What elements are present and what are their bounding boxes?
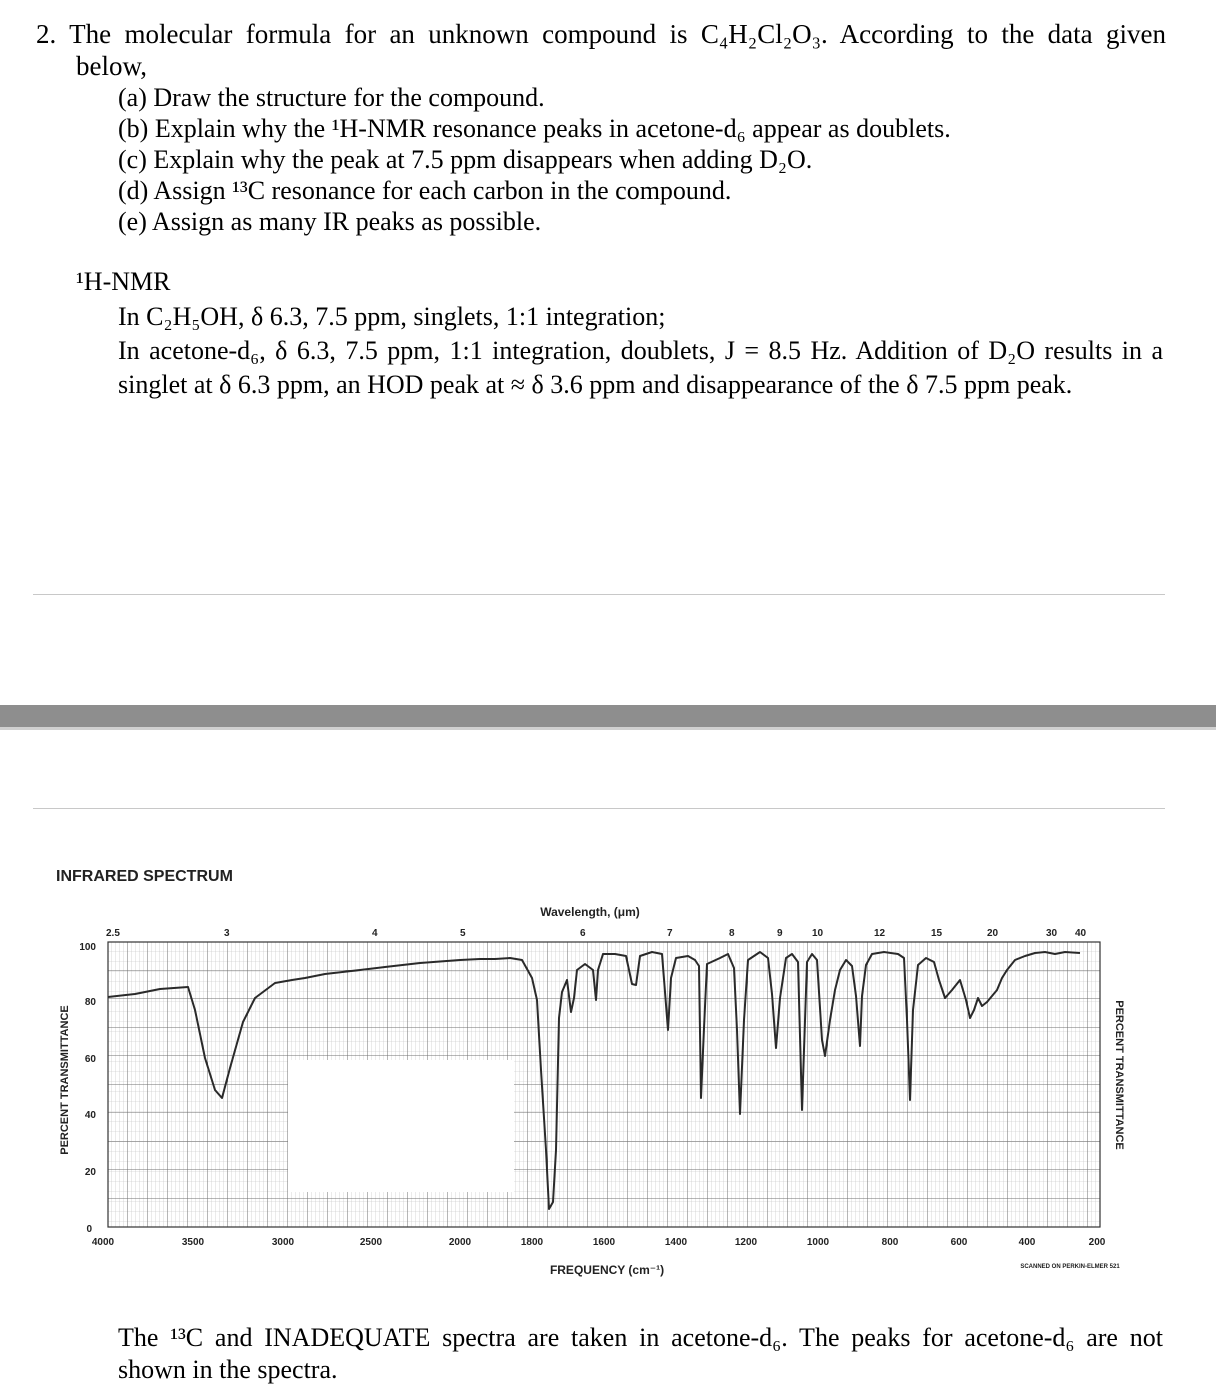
frequency-tick: 2500 <box>359 1237 383 1248</box>
y-tick: 20 <box>84 1167 96 1178</box>
hnmr-heading: ¹H-NMR <box>76 267 171 296</box>
y-tick: 60 <box>84 1054 96 1065</box>
divider <box>33 594 1165 595</box>
wavelength-tick: 6 <box>580 928 586 939</box>
frequency-tick: 1600 <box>592 1237 616 1248</box>
question-intro-line1: 2. The molecular formula for an unknown compound is C₄H₂Cl₂O₃. According to the data given <box>36 19 1166 49</box>
part-e: (e) Assign as many IR peaks as possible. <box>118 207 542 236</box>
wavelength-tick: 4 <box>372 928 378 939</box>
ir-title: INFRARED SPECTRUM <box>56 868 233 885</box>
footer-line1: The ¹³C and INADEQUATE spectra are taken in acetone-d₆. The peaks for acetone-d₆ are not <box>118 1323 1163 1352</box>
wavelength-tick: 20 <box>987 928 999 939</box>
frequency-tick: 2000 <box>448 1237 472 1248</box>
part-b: (b) Explain why the ¹H-NMR resonance peaks in acetone-d₆ appear as doublets. <box>118 114 951 143</box>
frequency-tick: 1800 <box>520 1237 544 1248</box>
wavelength-tick: 5 <box>460 928 466 939</box>
footer-note <box>118 1322 1163 1386</box>
wavelength-ticks <box>106 928 1087 939</box>
frequency-label: FREQUENCY (cm⁻¹) <box>549 1263 665 1277</box>
hnmr-data <box>118 300 1163 402</box>
part-a: (a) Draw the structure for the compound. <box>118 83 545 112</box>
divider <box>33 808 1165 809</box>
part-c: (c) Explain why the peak at 7.5 ppm disappears when adding D₂O. <box>118 145 813 174</box>
frequency-tick: 3000 <box>271 1237 295 1248</box>
ylabel-right: PERCENT TRANSMITTANCE <box>1113 1000 1125 1150</box>
hnmr-line-d2o: singlet at δ 6.3 ppm, an HOD peak at ≈ δ 3.6 ppm and disappearance of the δ 7.5 ppm peak. <box>118 370 1073 399</box>
wavelength-tick: 9 <box>777 928 783 939</box>
ir-spectrum-figure <box>40 850 1150 1290</box>
wavelength-tick: 12 <box>874 928 886 939</box>
frequency-tick: 600 <box>950 1237 968 1248</box>
wavelength-tick: 2.5 <box>106 928 120 939</box>
part-d: (d) Assign ¹³C resonance for each carbon in the compound. <box>118 176 732 205</box>
wavelength-tick: 3 <box>224 928 230 939</box>
frequency-tick: 200 <box>1088 1237 1106 1248</box>
ir-grid <box>108 942 1100 1227</box>
ylabel-left: PERCENT TRANSMITTANCE <box>59 1005 71 1155</box>
wavelength-tick: 15 <box>931 928 943 939</box>
wavelength-tick: 8 <box>729 928 735 939</box>
hnmr-line-acetone: In acetone-d₆, δ 6.3, 7.5 ppm, 1:1 integration, doublets, J = 8.5 Hz. Addition of D₂O results in a <box>118 336 1163 365</box>
frequency-tick: 1000 <box>806 1237 830 1248</box>
wavelength-label: Wavelength, (μm) <box>540 905 640 919</box>
y-tick: 80 <box>84 997 96 1008</box>
y-tick: 0 <box>86 1224 92 1235</box>
hnmr-line-ethanol: In C₂H₅OH, δ 6.3, 7.5 ppm, singlets, 1:1 integration; <box>118 302 666 331</box>
wavelength-tick: 40 <box>1075 928 1087 939</box>
y-axis-ticks <box>79 942 96 1235</box>
question-intro-line2: below, <box>76 51 147 81</box>
frequency-tick: 1200 <box>734 1237 758 1248</box>
wavelength-tick: 30 <box>1046 928 1058 939</box>
footer-line2: shown in the spectra. <box>118 1355 338 1384</box>
frequency-tick: 400 <box>1018 1237 1036 1248</box>
wavelength-tick: 10 <box>812 928 824 939</box>
question-parts <box>118 82 951 237</box>
scanner-credit: SCANNED ON PERKIN-ELMER 521 <box>1020 1264 1120 1270</box>
ir-spectrum-svg <box>40 850 1150 1290</box>
blank-mask <box>288 1060 514 1192</box>
page-break-band <box>0 705 1216 727</box>
y-tick: 100 <box>79 942 96 953</box>
frequency-tick: 1400 <box>664 1237 688 1248</box>
frequency-tick: 3500 <box>181 1237 205 1248</box>
frequency-tick: 4000 <box>91 1237 115 1248</box>
wavelength-tick: 7 <box>667 928 673 939</box>
y-tick: 40 <box>84 1110 96 1121</box>
frequency-ticks <box>92 1237 1106 1248</box>
question-intro <box>36 18 1166 82</box>
frequency-tick: 800 <box>881 1237 899 1248</box>
